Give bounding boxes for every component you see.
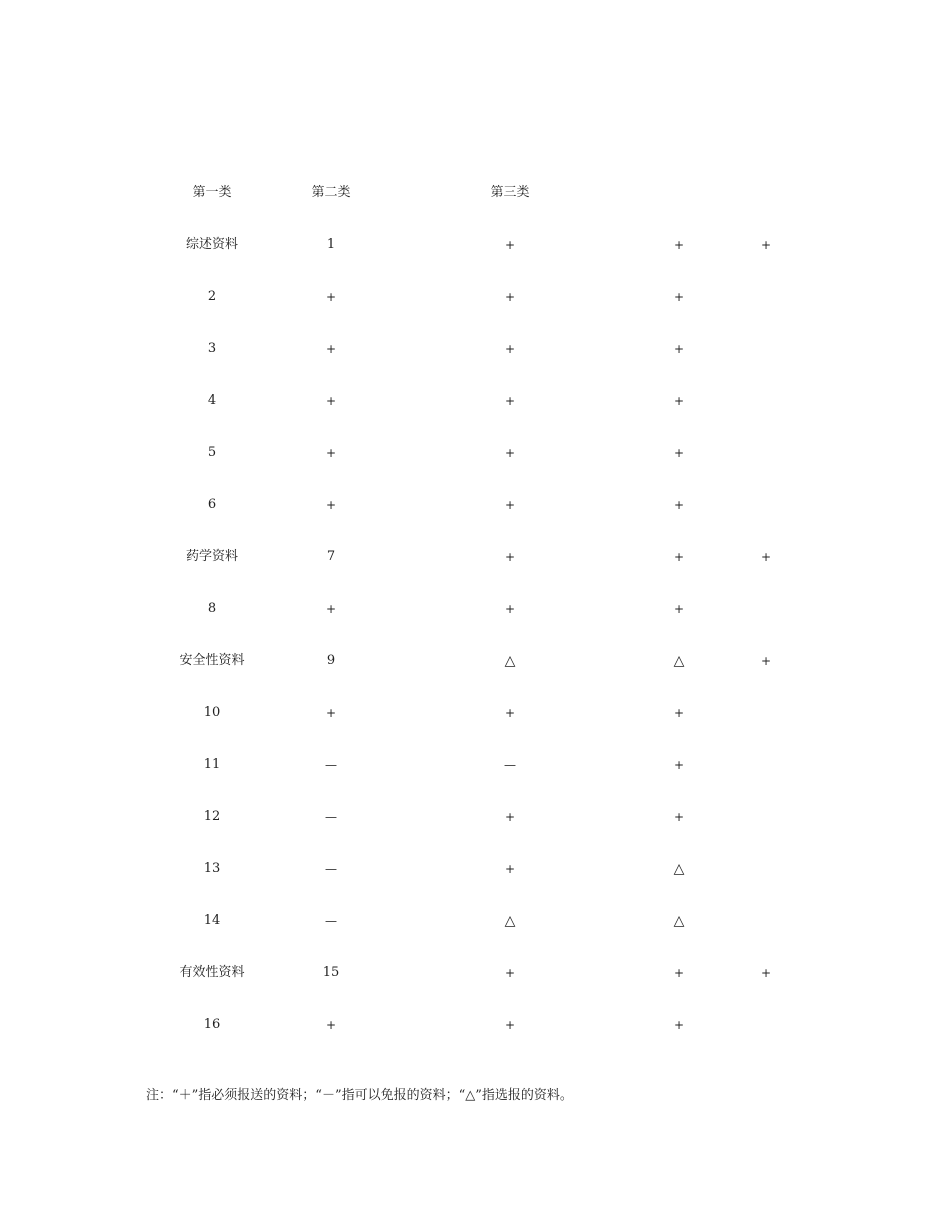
table-header-cell: 第三类: [490, 185, 530, 200]
table-cell: 综述资料: [185, 237, 239, 252]
table-cell: +: [673, 550, 685, 564]
table-cell: 8: [207, 601, 217, 616]
table-cell: 3: [207, 341, 217, 356]
table-cell: +: [325, 602, 337, 616]
table-cell: 7: [326, 549, 336, 564]
table-cell: 12: [203, 809, 221, 824]
table-cell: —: [325, 862, 337, 876]
table-cell: 有效性资料: [179, 965, 245, 980]
table-cell: △: [673, 861, 685, 877]
table-cell: +: [673, 810, 685, 824]
table-cell: +: [504, 394, 516, 408]
table-cell: 11: [203, 757, 221, 772]
table-cell: +: [760, 550, 772, 564]
table-cell: +: [504, 498, 516, 512]
table-cell: +: [504, 862, 516, 876]
table-cell: 6: [207, 497, 217, 512]
table-cell: △: [504, 653, 516, 669]
table-cell: 药学资料: [185, 549, 239, 564]
table-cell: +: [673, 238, 685, 252]
table-cell: +: [760, 966, 772, 980]
table-cell: +: [673, 1018, 685, 1032]
table-header-cell: 第一类: [192, 185, 232, 200]
table-cell: 10: [203, 705, 221, 720]
table-cell: +: [325, 290, 337, 304]
table-cell: 15: [322, 965, 340, 980]
table-cell: +: [504, 966, 516, 980]
table-cell: +: [504, 706, 516, 720]
table-cell: +: [325, 1018, 337, 1032]
table-cell: +: [325, 498, 337, 512]
table-cell: +: [504, 1018, 516, 1032]
table-cell: +: [760, 238, 772, 252]
table-cell: 14: [203, 913, 221, 928]
table-cell: +: [673, 394, 685, 408]
table-cell: 1: [326, 237, 336, 252]
table-cell: 5: [207, 445, 217, 460]
table-cell: +: [673, 966, 685, 980]
table-cell: +: [673, 602, 685, 616]
table-cell: 安全性资料: [179, 653, 245, 668]
table-cell: +: [504, 550, 516, 564]
table-cell: +: [673, 706, 685, 720]
table-header-cell: 第二类: [311, 185, 351, 200]
table-cell: +: [325, 446, 337, 460]
table-cell: —: [325, 758, 337, 772]
table-cell: +: [325, 706, 337, 720]
table-cell: +: [504, 446, 516, 460]
table-cell: 9: [326, 653, 336, 668]
table-cell: +: [325, 342, 337, 356]
table-cell: +: [673, 446, 685, 460]
table-cell: —: [325, 914, 337, 928]
table-cell: +: [760, 654, 772, 668]
table-cell: +: [673, 758, 685, 772]
table-cell: +: [673, 498, 685, 512]
table-cell: △: [673, 913, 685, 929]
table-cell: +: [504, 238, 516, 252]
table-cell: 16: [203, 1017, 221, 1032]
table-footnote: 注：“＋”指必须报送的资料；“－”指可以免报的资料；“△”指选报的资料。: [146, 1088, 573, 1103]
table-cell: +: [504, 810, 516, 824]
table-cell: —: [325, 810, 337, 824]
table-cell: +: [504, 342, 516, 356]
table-cell: △: [504, 913, 516, 929]
table-cell: 13: [203, 861, 221, 876]
table-cell: +: [673, 342, 685, 356]
table-cell: 4: [207, 393, 217, 408]
table-cell: —: [504, 758, 516, 772]
table-cell: 2: [207, 289, 217, 304]
table-cell: +: [325, 394, 337, 408]
table-cell: +: [673, 290, 685, 304]
table-cell: +: [504, 602, 516, 616]
table-cell: +: [504, 290, 516, 304]
table-cell: △: [673, 653, 685, 669]
